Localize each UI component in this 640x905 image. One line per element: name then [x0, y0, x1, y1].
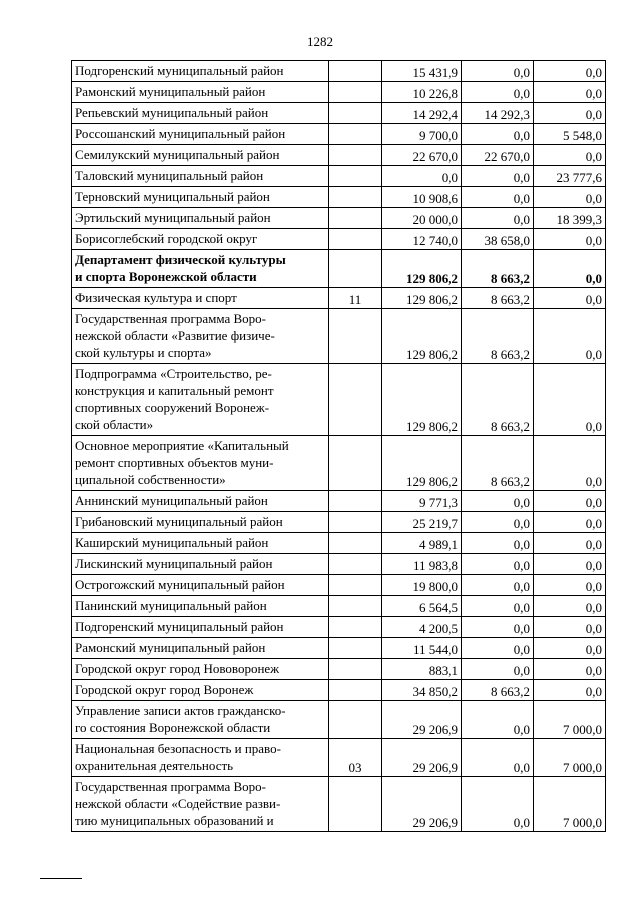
amount-cell-2: 8 663,2: [462, 436, 534, 491]
row-name-cell: Острогожский муниципальный район: [72, 575, 329, 596]
section-code-cell: 03: [329, 739, 382, 777]
row-name-cell: Терновский муниципальный район: [72, 187, 329, 208]
amount-cell-1: 25 219,7: [382, 512, 462, 533]
row-name-cell: Лискинский муниципальный район: [72, 554, 329, 575]
table-row: [72, 288, 606, 309]
amount-cell-3: 0,0: [534, 554, 606, 575]
section-code-cell: [329, 575, 382, 596]
amount-cell-3: 0,0: [534, 288, 606, 309]
table-row: [72, 533, 606, 554]
amount-cell-2: 0,0: [462, 491, 534, 512]
amount-cell-1: 129 806,2: [382, 364, 462, 436]
amount-cell-1: 11 983,8: [382, 554, 462, 575]
table-row: [72, 491, 606, 512]
page-number: 1282: [307, 34, 333, 49]
table-row: [72, 309, 606, 364]
amount-cell-3: 0,0: [534, 491, 606, 512]
amount-cell-3: 0,0: [534, 250, 606, 288]
section-code-cell: [329, 596, 382, 617]
row-name-cell: Репьевский муниципальный район: [72, 103, 329, 124]
amount-cell-1: 129 806,2: [382, 436, 462, 491]
section-code-cell: [329, 61, 382, 82]
amount-cell-2: 0,0: [462, 208, 534, 229]
table-row: [72, 596, 606, 617]
row-name-cell: Государственная программа Воро- нежской области «Развитие физиче- ской культуры и спорта»: [72, 309, 329, 364]
section-code-cell: [329, 208, 382, 229]
amount-cell-2: 0,0: [462, 638, 534, 659]
table-row: [72, 250, 606, 288]
amount-cell-3: 5 548,0: [534, 124, 606, 145]
row-name-cell: Рамонский муниципальный район: [72, 638, 329, 659]
section-code-cell: [329, 659, 382, 680]
row-name-cell: Аннинский муниципальный район: [72, 491, 329, 512]
amount-cell-3: 7 000,0: [534, 739, 606, 777]
footnote-separator: [40, 878, 82, 879]
table-row: [72, 82, 606, 103]
amount-cell-3: 0,0: [534, 436, 606, 491]
amount-cell-3: 0,0: [534, 680, 606, 701]
section-code-cell: [329, 617, 382, 638]
amount-cell-3: 0,0: [534, 61, 606, 82]
amount-cell-3: 0,0: [534, 187, 606, 208]
section-code-cell: [329, 166, 382, 187]
section-code-cell: [329, 229, 382, 250]
section-code-cell: [329, 145, 382, 166]
amount-cell-1: 10 226,8: [382, 82, 462, 103]
amount-cell-3: 0,0: [534, 145, 606, 166]
amount-cell-3: 0,0: [534, 533, 606, 554]
row-name-cell: Грибановский муниципальный район: [72, 512, 329, 533]
row-name-cell: Рамонский муниципальный район: [72, 82, 329, 103]
section-code-cell: [329, 436, 382, 491]
amount-cell-1: 15 431,9: [382, 61, 462, 82]
amount-cell-1: 29 206,9: [382, 739, 462, 777]
amount-cell-2: 0,0: [462, 124, 534, 145]
table-row: [72, 187, 606, 208]
row-name-cell: Основное мероприятие «Капитальный ремонт спортивных объектов муни- ципальной собственности»: [72, 436, 329, 491]
table-row: [72, 701, 606, 739]
section-code-cell: [329, 309, 382, 364]
section-code-cell: 11: [329, 288, 382, 309]
section-code-cell: [329, 103, 382, 124]
amount-cell-2: 0,0: [462, 187, 534, 208]
table-row: [72, 166, 606, 187]
section-code-cell: [329, 554, 382, 575]
row-name-cell: Каширский муниципальный район: [72, 533, 329, 554]
amount-cell-2: 0,0: [462, 596, 534, 617]
amount-cell-1: 129 806,2: [382, 288, 462, 309]
table-row: [72, 575, 606, 596]
table-row: [72, 103, 606, 124]
amount-cell-3: 0,0: [534, 596, 606, 617]
amount-cell-3: 0,0: [534, 575, 606, 596]
amount-cell-1: 6 564,5: [382, 596, 462, 617]
amount-cell-1: 29 206,9: [382, 777, 462, 832]
section-code-cell: [329, 491, 382, 512]
amount-cell-2: 0,0: [462, 659, 534, 680]
amount-cell-3: 0,0: [534, 638, 606, 659]
amount-cell-2: 0,0: [462, 739, 534, 777]
amount-cell-2: 38 658,0: [462, 229, 534, 250]
amount-cell-3: 18 399,3: [534, 208, 606, 229]
amount-cell-2: 14 292,3: [462, 103, 534, 124]
section-code-cell: [329, 187, 382, 208]
row-name-cell: Панинский муниципальный район: [72, 596, 329, 617]
amount-cell-2: 0,0: [462, 575, 534, 596]
table-row: [72, 680, 606, 701]
amount-cell-1: 129 806,2: [382, 309, 462, 364]
table-row: [72, 229, 606, 250]
amount-cell-1: 9 771,3: [382, 491, 462, 512]
amount-cell-2: 8 663,2: [462, 309, 534, 364]
amount-cell-3: 0,0: [534, 617, 606, 638]
table-row: [72, 436, 606, 491]
amount-cell-3: 0,0: [534, 309, 606, 364]
amount-cell-1: 29 206,9: [382, 701, 462, 739]
section-code-cell: [329, 250, 382, 288]
table-row: [72, 364, 606, 436]
amount-cell-1: 4 989,1: [382, 533, 462, 554]
amount-cell-3: 0,0: [534, 229, 606, 250]
row-name-cell: Городской округ город Нововоронеж: [72, 659, 329, 680]
amount-cell-1: 883,1: [382, 659, 462, 680]
amount-cell-2: 0,0: [462, 617, 534, 638]
section-code-cell: [329, 533, 382, 554]
amount-cell-3: 7 000,0: [534, 701, 606, 739]
table-row: [72, 145, 606, 166]
table-row: [72, 617, 606, 638]
amount-cell-2: 0,0: [462, 82, 534, 103]
amount-cell-2: 0,0: [462, 777, 534, 832]
amount-cell-2: 0,0: [462, 166, 534, 187]
table-row: [72, 638, 606, 659]
amount-cell-1: 129 806,2: [382, 250, 462, 288]
amount-cell-2: 8 663,2: [462, 680, 534, 701]
row-name-cell: Подгоренский муниципальный район: [72, 61, 329, 82]
section-code-cell: [329, 638, 382, 659]
table-row: [72, 739, 606, 777]
section-code-cell: [329, 82, 382, 103]
row-name-cell: Борисоглебский городской округ: [72, 229, 329, 250]
table-row: [72, 554, 606, 575]
amount-cell-2: 8 663,2: [462, 288, 534, 309]
section-code-cell: [329, 124, 382, 145]
amount-cell-3: 0,0: [534, 82, 606, 103]
amount-cell-2: 0,0: [462, 533, 534, 554]
section-code-cell: [329, 680, 382, 701]
amount-cell-1: 12 740,0: [382, 229, 462, 250]
amount-cell-2: 8 663,2: [462, 364, 534, 436]
table-row: [72, 777, 606, 832]
amount-cell-1: 14 292,4: [382, 103, 462, 124]
row-name-cell: Россошанский муниципальный район: [72, 124, 329, 145]
amount-cell-3: 0,0: [534, 364, 606, 436]
section-code-cell: [329, 777, 382, 832]
amount-cell-3: 0,0: [534, 659, 606, 680]
amount-cell-1: 10 908,6: [382, 187, 462, 208]
row-name-cell: Эртильский муниципальный район: [72, 208, 329, 229]
amount-cell-3: 7 000,0: [534, 777, 606, 832]
amount-cell-1: 9 700,0: [382, 124, 462, 145]
row-name-cell: Таловский муниципальный район: [72, 166, 329, 187]
amount-cell-1: 34 850,2: [382, 680, 462, 701]
row-name-cell: Национальная безопасность и право- охранительная деятельность: [72, 739, 329, 777]
row-name-cell: Городской округ город Воронеж: [72, 680, 329, 701]
row-name-cell: Государственная программа Воро- нежской области «Содействие разви- тию муниципальных образований и: [72, 777, 329, 832]
amount-cell-2: 0,0: [462, 512, 534, 533]
amount-cell-3: 23 777,6: [534, 166, 606, 187]
amount-cell-2: 22 670,0: [462, 145, 534, 166]
section-code-cell: [329, 701, 382, 739]
amount-cell-3: 0,0: [534, 103, 606, 124]
row-name-cell: Подпрограмма «Строительство, ре- конструкция и капитальный ремонт спортивных сооружений Воронеж- ской области»: [72, 364, 329, 436]
amount-cell-2: 0,0: [462, 61, 534, 82]
amount-cell-1: 4 200,5: [382, 617, 462, 638]
amount-cell-2: 8 663,2: [462, 250, 534, 288]
amount-cell-1: 0,0: [382, 166, 462, 187]
table-row: [72, 61, 606, 82]
row-name-cell: Департамент физической культуры и спорта Воронежской области: [72, 250, 329, 288]
table-row: [72, 124, 606, 145]
row-name-cell: Семилукский муниципальный район: [72, 145, 329, 166]
amount-cell-1: 22 670,0: [382, 145, 462, 166]
table-row: [72, 512, 606, 533]
amount-cell-2: 0,0: [462, 554, 534, 575]
row-name-cell: Управление записи актов гражданско- го состояния Воронежской области: [72, 701, 329, 739]
budget-table-body: [72, 61, 606, 832]
section-code-cell: [329, 512, 382, 533]
amount-cell-1: 20 000,0: [382, 208, 462, 229]
table-row: [72, 208, 606, 229]
amount-cell-1: 11 544,0: [382, 638, 462, 659]
budget-table: [71, 60, 606, 832]
section-code-cell: [329, 364, 382, 436]
amount-cell-1: 19 800,0: [382, 575, 462, 596]
table-row: [72, 659, 606, 680]
amount-cell-3: 0,0: [534, 512, 606, 533]
row-name-cell: Подгоренский муниципальный район: [72, 617, 329, 638]
amount-cell-2: 0,0: [462, 701, 534, 739]
row-name-cell: Физическая культура и спорт: [72, 288, 329, 309]
